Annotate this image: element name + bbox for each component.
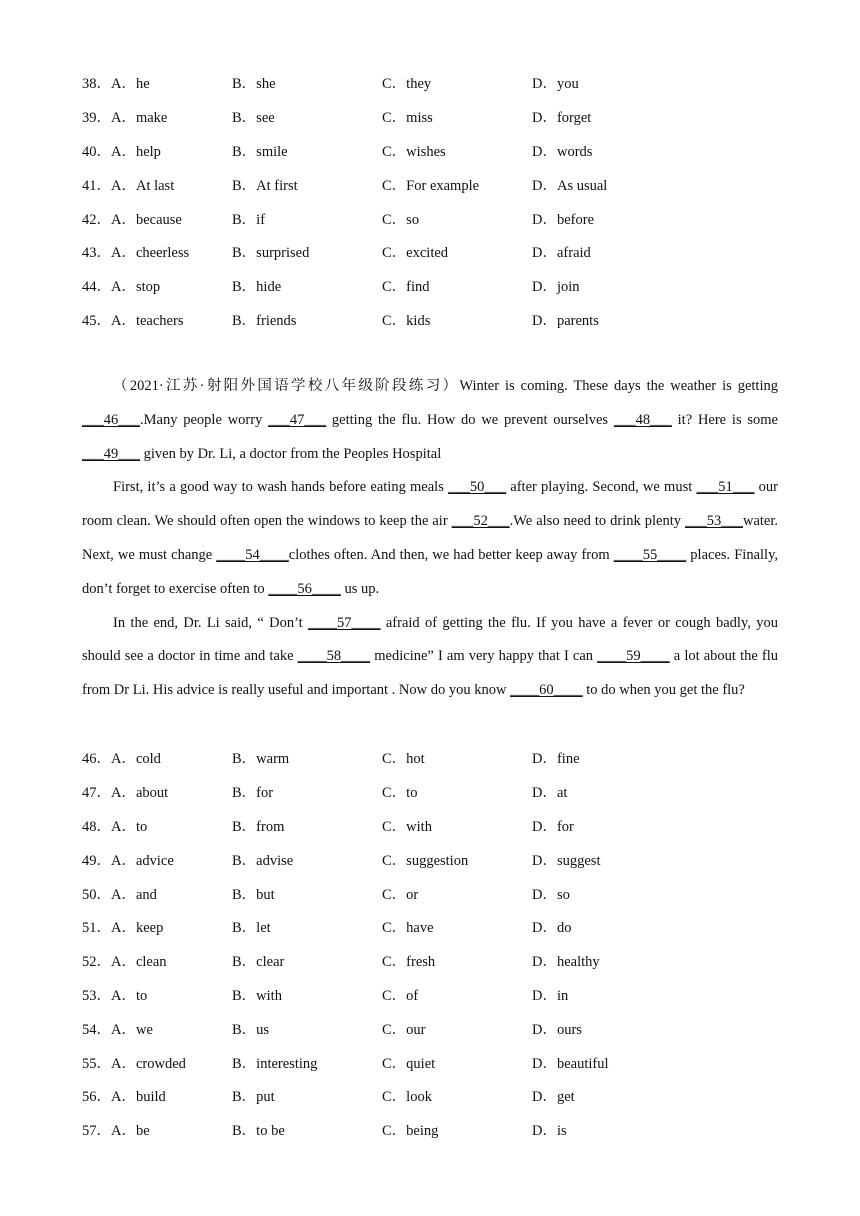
- question-number: 46．: [82, 751, 111, 768]
- option-a: [82, 916, 163, 937]
- option-text: C．they: [382, 76, 432, 93]
- option-text: C．being: [382, 1123, 439, 1140]
- option-text: A．cold: [111, 751, 161, 768]
- option-text: C．to: [382, 785, 418, 802]
- option-d: [532, 815, 574, 836]
- option-d: [532, 916, 571, 937]
- passage-paragraph-2: [82, 471, 778, 606]
- option-d: [532, 1085, 575, 1106]
- option-text: D．get: [532, 1089, 575, 1106]
- option-c: [382, 747, 425, 768]
- option-text: D．for: [532, 818, 574, 835]
- option-text: B．with: [232, 987, 282, 1004]
- option-d: [532, 1052, 609, 1073]
- answer-blank: ____55____: [613, 546, 687, 563]
- option-text: D．before: [532, 211, 595, 228]
- option-b: [232, 781, 273, 802]
- option-text: B．hide: [232, 279, 282, 296]
- option-b: [232, 1018, 269, 1039]
- passage-text: to do when you get the flu?: [582, 682, 745, 699]
- option-text: A．help: [111, 143, 161, 160]
- option-b: [232, 241, 309, 262]
- option-a: [82, 72, 150, 93]
- option-text: D．healthy: [532, 954, 600, 971]
- option-text: C．find: [382, 279, 430, 296]
- option-text: C．or: [382, 886, 419, 903]
- option-c: [382, 1085, 432, 1106]
- option-a: [82, 106, 167, 127]
- question-row: [82, 235, 782, 269]
- answer-blank: ____60____: [510, 682, 583, 699]
- option-d: [532, 309, 599, 330]
- option-a: [82, 174, 174, 195]
- answer-blank: ___53___: [684, 513, 743, 530]
- option-text: B．surprised: [232, 245, 310, 262]
- option-a: [82, 1119, 150, 1140]
- option-text: C．excited: [382, 245, 449, 262]
- question-row: [82, 1113, 782, 1147]
- option-d: [532, 984, 568, 1005]
- option-c: [382, 275, 430, 296]
- option-text: C．have: [382, 920, 434, 937]
- option-b: [232, 849, 293, 870]
- option-b: [232, 815, 284, 836]
- option-c: [382, 984, 418, 1005]
- passage-text: afraid of getting the flu. If you have a fever or cough badly, you should see a doctor in time and take: [82, 614, 778, 665]
- question-row: [82, 842, 782, 876]
- option-text: A．to: [111, 987, 148, 1004]
- option-text: B．advise: [232, 852, 294, 869]
- option-text: D．suggest: [532, 852, 601, 869]
- option-text: A．be: [111, 1123, 150, 1140]
- question-number: 45．: [82, 312, 111, 329]
- question-number: 55．: [82, 1055, 111, 1072]
- option-d: [532, 208, 594, 229]
- passage-text: .Many people worry: [140, 411, 269, 428]
- option-d: [532, 174, 607, 195]
- answer-blank: ____54____: [216, 546, 289, 563]
- option-text: A．about: [111, 785, 169, 802]
- option-d: [532, 883, 570, 904]
- option-d: [532, 241, 591, 262]
- option-c: [382, 174, 479, 195]
- option-text: D．afraid: [532, 245, 591, 262]
- answer-blank: ___47___: [268, 411, 327, 428]
- option-text: C．of: [382, 987, 419, 1004]
- option-d: [532, 747, 580, 768]
- option-text: D．fine: [532, 751, 580, 768]
- question-row: [82, 910, 782, 944]
- passage-text: us up.: [340, 580, 380, 597]
- option-a: [82, 1085, 166, 1106]
- option-a: [82, 849, 174, 870]
- question-row: [82, 978, 782, 1012]
- option-text: B．let: [232, 920, 271, 937]
- option-c: [382, 916, 434, 937]
- question-number: 39．: [82, 110, 111, 127]
- answer-blank: ___49___: [82, 445, 140, 462]
- passage-text: First, it’s a good way to wash hands before eating meals: [113, 479, 449, 496]
- passage-text: after playing. Second, we must: [506, 479, 697, 496]
- option-text: C．look: [382, 1089, 432, 1106]
- option-text: A．advice: [111, 852, 174, 869]
- option-a: [82, 950, 167, 971]
- option-text: A．keep: [111, 920, 164, 937]
- question-row: [82, 134, 782, 168]
- question-row: [82, 303, 782, 337]
- option-text: A．teachers: [111, 312, 184, 329]
- option-c: [382, 1018, 426, 1039]
- question-number: 56．: [82, 1089, 111, 1106]
- option-a: [82, 275, 160, 296]
- question-row: [82, 201, 782, 235]
- question-row: [82, 944, 782, 978]
- answer-blank: ____56____: [268, 580, 341, 597]
- option-text: B．from: [232, 818, 285, 835]
- option-text: D．you: [532, 76, 579, 93]
- option-text: C．kids: [382, 312, 431, 329]
- option-text: D．so: [532, 886, 570, 903]
- question-row: [82, 66, 782, 100]
- option-a: [82, 815, 147, 836]
- option-text: A．because: [111, 211, 182, 228]
- passage-text: water. Next, we must change: [82, 513, 779, 563]
- question-row: [82, 809, 782, 843]
- option-a: [82, 883, 157, 904]
- option-b: [232, 984, 282, 1005]
- option-d: [532, 1018, 582, 1039]
- option-text: C．hot: [382, 751, 425, 768]
- answer-blank: ____58____: [297, 648, 371, 665]
- option-text: A．At last: [111, 177, 175, 194]
- passage-text: getting the flu. How do we prevent ourselves: [326, 411, 614, 428]
- passage-text: clothes often. And then, we had better keep away from: [288, 546, 614, 563]
- question-number: 51．: [82, 920, 111, 937]
- option-text: B．clear: [232, 954, 285, 971]
- answer-blank: ___50___: [448, 479, 507, 496]
- option-c: [382, 241, 448, 262]
- question-row: [82, 167, 782, 201]
- option-d: [532, 781, 567, 802]
- option-text: A．clean: [111, 954, 167, 971]
- option-text: C．For example: [382, 177, 480, 194]
- option-b: [232, 106, 275, 127]
- answer-blank: ____59____: [597, 648, 670, 665]
- option-d: [532, 106, 591, 127]
- question-row: [82, 1045, 782, 1079]
- option-text: B．but: [232, 886, 275, 903]
- question-number: 41．: [82, 177, 111, 194]
- option-a: [82, 984, 147, 1005]
- option-d: [532, 849, 600, 870]
- question-number: 42．: [82, 211, 111, 228]
- option-d: [532, 72, 579, 93]
- question-number: 57．: [82, 1123, 111, 1140]
- question-row: [82, 876, 782, 910]
- question-number: 52．: [82, 954, 111, 971]
- passage-text: In the end, Dr. Li said, “ Don’t: [113, 614, 309, 631]
- option-text: B．smile: [232, 143, 288, 160]
- option-text: A．stop: [111, 279, 161, 296]
- option-c: [382, 72, 431, 93]
- option-b: [232, 1052, 317, 1073]
- option-d: [532, 950, 600, 971]
- option-text: D．forget: [532, 110, 592, 127]
- option-b: [232, 1119, 285, 1140]
- option-text: B．for: [232, 785, 274, 802]
- option-a: [82, 781, 168, 802]
- question-number: 47．: [82, 785, 111, 802]
- answer-blank: ___51___: [696, 479, 755, 496]
- option-text: B．put: [232, 1089, 275, 1106]
- option-a: [82, 140, 161, 161]
- question-row: [82, 1079, 782, 1113]
- option-text: B．interesting: [232, 1055, 318, 1072]
- option-a: [82, 747, 161, 768]
- option-text: C．wishes: [382, 143, 446, 160]
- option-text: C．quiet: [382, 1055, 436, 1072]
- option-c: [382, 1052, 435, 1073]
- option-text: A．build: [111, 1089, 166, 1106]
- option-text: B．she: [232, 76, 276, 93]
- option-text: B．see: [232, 110, 275, 127]
- option-c: [382, 1119, 438, 1140]
- option-a: [82, 309, 183, 330]
- options-list-38-45: [82, 66, 782, 336]
- option-text: D．ours: [532, 1021, 582, 1038]
- option-b: [232, 208, 265, 229]
- answer-blank: ___48___: [613, 411, 672, 428]
- passage-paragraph-3: [82, 607, 778, 708]
- option-a: [82, 1018, 153, 1039]
- option-text: B．us: [232, 1021, 270, 1038]
- option-text: C．our: [382, 1021, 426, 1038]
- option-text: D．do: [532, 920, 572, 937]
- passage-text: it? Here is some: [671, 411, 778, 428]
- option-b: [232, 883, 275, 904]
- option-a: [82, 1052, 186, 1073]
- option-a: [82, 208, 182, 229]
- option-text: A．make: [111, 110, 168, 127]
- passage-text: a lot about the flu from Dr Li. His advice is really useful and important . Now do you know: [82, 648, 778, 699]
- option-text: A．we: [111, 1021, 153, 1038]
- question-number: 50．: [82, 886, 111, 903]
- cloze-passage: [82, 370, 778, 708]
- question-row: [82, 775, 782, 809]
- option-text: B．if: [232, 211, 266, 228]
- option-text: D．parents: [532, 312, 599, 329]
- passage-text: places. Finally, don’t forget to exercise often to: [82, 546, 778, 597]
- option-text: B．friends: [232, 312, 297, 329]
- option-text: B．warm: [232, 751, 290, 768]
- option-text: A．and: [111, 886, 157, 903]
- options-list-46-57: [82, 741, 782, 1147]
- question-number: 38．: [82, 76, 111, 93]
- question-row: [82, 741, 782, 775]
- option-a: [82, 241, 189, 262]
- option-text: D．join: [532, 279, 580, 296]
- option-c: [382, 309, 430, 330]
- question-number: 48．: [82, 818, 111, 835]
- answer-blank: ____57____: [308, 614, 381, 631]
- option-b: [232, 140, 288, 161]
- question-number: 40．: [82, 143, 111, 160]
- question-row: [82, 100, 782, 134]
- option-text: C．suggestion: [382, 852, 469, 869]
- option-text: C．so: [382, 211, 420, 228]
- option-b: [232, 275, 281, 296]
- passage-text: （2021·江苏·射阳外国语学校八年级阶段练习）Winter is coming. These days the weather is getting: [113, 378, 778, 394]
- question-number: 54．: [82, 1021, 111, 1038]
- option-text: C．with: [382, 818, 432, 835]
- option-c: [382, 106, 433, 127]
- option-text: A．cheerless: [111, 245, 190, 262]
- passage-paragraph-1: [82, 370, 778, 471]
- option-text: D．words: [532, 143, 593, 160]
- answer-blank: ___52___: [451, 513, 510, 530]
- question-row: [82, 1011, 782, 1045]
- question-number: 49．: [82, 852, 111, 869]
- option-c: [382, 781, 417, 802]
- question-number: 53．: [82, 987, 111, 1004]
- question-number: 43．: [82, 245, 111, 262]
- passage-text: our room clean. We should often open the windows to keep the air: [82, 479, 778, 530]
- option-c: [382, 950, 435, 971]
- option-b: [232, 72, 276, 93]
- option-text: D．beautiful: [532, 1055, 609, 1072]
- option-text: C．fresh: [382, 954, 436, 971]
- option-text: D．is: [532, 1123, 567, 1140]
- answer-blank: ___46___: [82, 411, 140, 428]
- option-b: [232, 309, 296, 330]
- option-b: [232, 747, 289, 768]
- option-c: [382, 208, 419, 229]
- option-b: [232, 950, 284, 971]
- option-text: A．to: [111, 818, 148, 835]
- passage-text: .We also need to drink plenty: [509, 513, 685, 530]
- option-text: B．At first: [232, 177, 298, 194]
- option-text: D．at: [532, 785, 568, 802]
- option-text: A．he: [111, 76, 150, 93]
- option-c: [382, 849, 468, 870]
- option-d: [532, 275, 580, 296]
- option-b: [232, 174, 298, 195]
- option-b: [232, 916, 271, 937]
- passage-text: medicine” I am very happy that I can: [370, 648, 598, 665]
- option-text: D．As usual: [532, 177, 608, 194]
- question-row: [82, 269, 782, 303]
- option-text: C．miss: [382, 110, 433, 127]
- option-text: B．to be: [232, 1123, 285, 1140]
- question-number: 44．: [82, 279, 111, 296]
- passage-text: given by Dr. Li, a doctor from the Peoples Hospital: [140, 445, 442, 462]
- option-b: [232, 1085, 275, 1106]
- option-text: D．in: [532, 987, 569, 1004]
- option-d: [532, 1119, 567, 1140]
- option-d: [532, 140, 592, 161]
- option-c: [382, 883, 418, 904]
- option-c: [382, 140, 446, 161]
- option-c: [382, 815, 432, 836]
- option-text: A．crowded: [111, 1055, 186, 1072]
